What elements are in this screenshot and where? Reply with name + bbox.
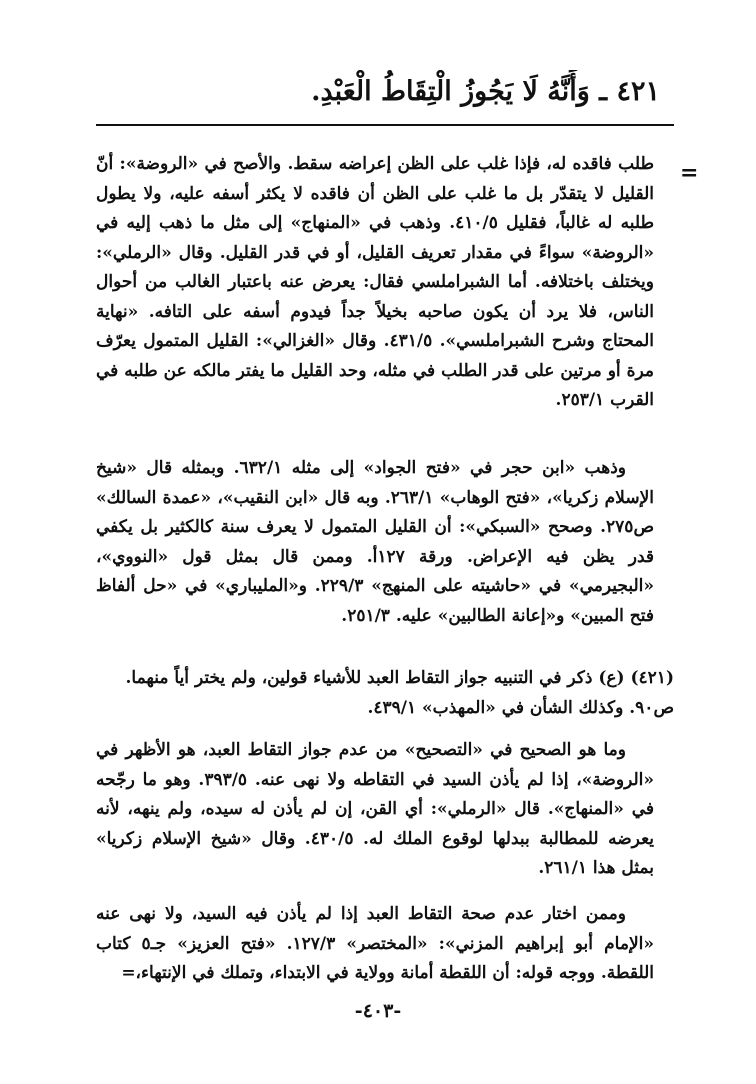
footnote-text: (ع) ذكر في التنبيه جواز التقاط العبد للأشياء قولين، ولم يختر أياً منهما. ص٩٠. وكذلك الشأن في «المهذب» ٤٣٩/١. xyxy=(125,668,674,718)
paragraph-3: وما هو الصحيح في «التصحيح» من عدم جواز التقاط العبد، هو الأظهر في «الروضة»، إذا لم يأذن السيد في التقاطه ولا نهى عنه. ٣٩٣/٥. وهو ما رجّحه في «المنهاج». قال «الرملي»: أي القن، إن لم يأذن له سيده، ولم ينهه، لأنه يعرضه للمطالبة ببدلها لوقوع الملك له. ٤٣٠/٥. وقال «شيخ الإسلام زكريا» بمثل هذا ٢٦١/١. xyxy=(96,740,654,878)
heading-rule xyxy=(96,124,674,126)
footnote-number: (٤٢١) xyxy=(630,668,674,688)
page-number: -٤٠٣- xyxy=(354,1000,402,1022)
paragraph-4: وممن اختار عدم صحة التقاط العبد إذا لم يأذن فيه السيد، ولا نهى عنه «الإمام أبو إبراهيم المزني»: «المختصر» ١٢٧/٣. «فتح العزيز» جـ٥ كتاب اللقطة. ووجه قوله: أن اللقطة أمانة وولاية في الابتداء، وتملك في الإنتهاء،= xyxy=(96,904,654,983)
paragraph-2: وذهب «ابن حجر في «فتح الجواد» إلى مثله ٦٣٢/١. وبمثله قال «شيخ الإسلام زكريا»، «فتح الوهاب» ٢٦٣/١. وبه قال «ابن النقيب»، «عمدة السالك» ص٢٧٥. وصحح «السبكي»: أن القليل المتمول لا يعرف سنة كالكثير بل يكفي قدر يظن فيه الإعراض. ورقة ١٢٧أ. وممن قال بمثل قول «النووي»، «البجيرمي» في «حاشيته على المنهج» ٢٢٩/٣. و«المليباري» في «حل ألفاظ فتح المبين» و«إعانة الطالبين» عليه. ٢٥١/٣. xyxy=(96,458,655,626)
section-heading: ٤٢١ ـ وَأَنَّهُ لَا يَجُوزُ الْتِقَاطُ الْعَبْدِ. xyxy=(311,76,660,107)
footnote-421 xyxy=(96,664,674,723)
continuation-marker: = xyxy=(680,160,699,186)
paragraph-1: طلب فاقده له، فإذا غلب على الظن إعراضه سقط. والأصح في «الروضة»: أنّ القليل لا يتقدّر بل ما غلب على الظن أن فاقده لا يكثر أسفه عليه، ولا يطول طلبه له غالباً، فقليل ٤١٠/٥. وذهب في «المنهاج» إلى مثل ما ذهب إليه في «الروضة» سواءً في مقدار تعريف القليل، أو في قدر القليل. وقال «الرملي»: ويختلف باختلافه. أما الشبراملسي فقال: يعرض عنه باعتبار الغالب من أحوال الناس، فلا يرد أن يكون صاحبه بخيلاً جداً فيدوم أسفه على التافه. «نهاية المحتاج وشرح الشبراملسي». ٤٣١/٥. وقال «الغزالي»: القليل المتمول يعرّف مرة أو مرتين على قدر الطلب في مثله، وحد القليل ما يفتر مالكه عن طلبه في القرب ٢٥٣/١. xyxy=(96,154,655,410)
